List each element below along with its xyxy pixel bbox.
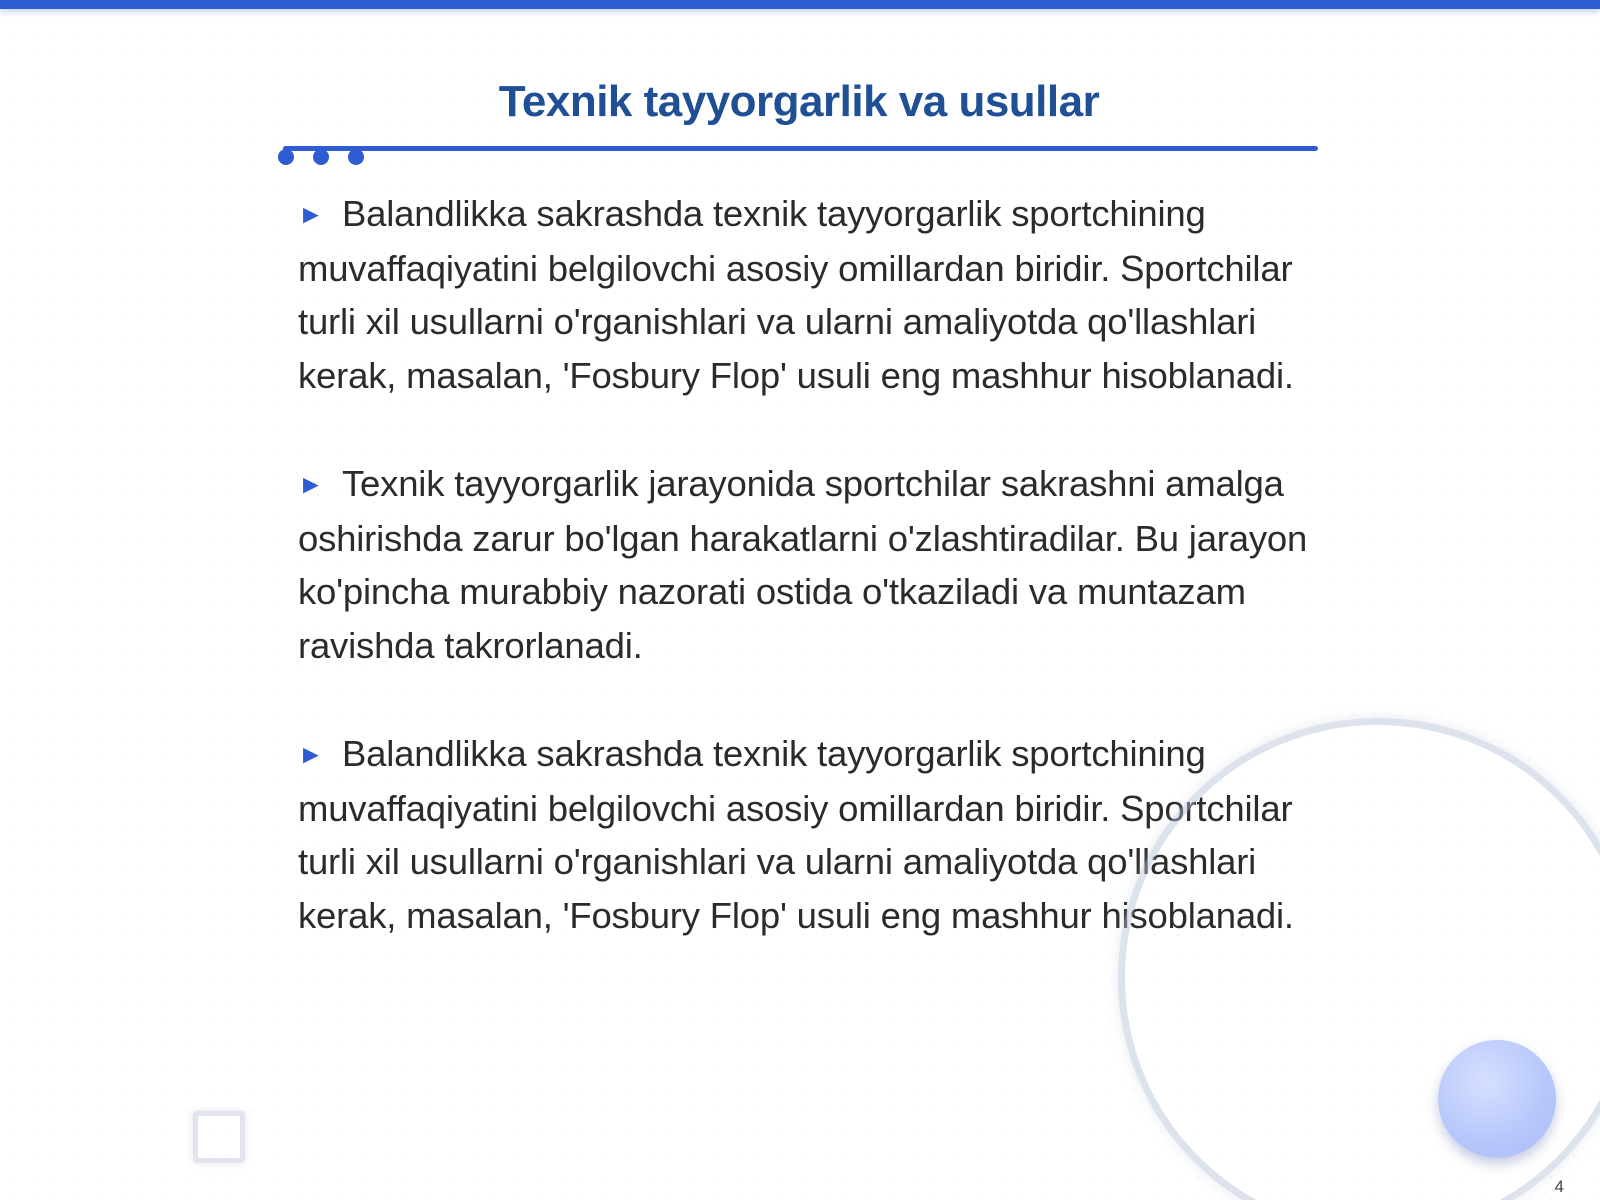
decorative-square — [193, 1111, 245, 1163]
underline-dot — [313, 149, 329, 165]
bullet-text: Texnik tayyorgarlik jarayonida sportchilar sakrashni amalga oshirishda zarur bo'lgan harakatlarni o'zlashtiradilar. Bu jarayon ko'pincha murabbiy nazorati ostida o'tkaziladi va muntazam ravishda takrorlanadi. — [298, 463, 1308, 666]
underline-dot — [348, 149, 364, 165]
underline-dot — [278, 149, 294, 165]
triangle-bullet-icon: ► — [298, 469, 324, 499]
top-accent-bar — [0, 0, 1600, 9]
bullet-item — [298, 187, 1308, 402]
bullet-text: Balandlikka sakrashda texnik tayyorgarlik sportchining muvaffaqiyatini belgilovchi asosiy omillardan biridir. Sportchilar turli xil usullarni o'rganishlari va ularni amaliyotda qo'llashlari kerak, masalan, 'Fosbury Flop' usuli eng mashhur hisoblanadi. — [298, 733, 1294, 936]
decorative-circle — [1438, 1040, 1556, 1158]
bullet-text: Balandlikka sakrashda texnik tayyorgarlik sportchining muvaffaqiyatini belgilovchi asosiy omillardan biridir. Sportchilar turli xil usullarni o'rganishlari va ularni amaliyotda qo'llashlari kerak, masalan, 'Fosbury Flop' usuli eng mashhur hisoblanadi. — [298, 193, 1294, 396]
triangle-bullet-icon: ► — [298, 199, 324, 229]
bullet-item — [298, 457, 1308, 672]
title-underline — [283, 146, 1318, 151]
slide-title: Texnik tayyorgarlik va usullar — [498, 77, 1100, 126]
page-number: 4 — [1554, 1177, 1564, 1196]
triangle-bullet-icon: ► — [298, 739, 324, 769]
